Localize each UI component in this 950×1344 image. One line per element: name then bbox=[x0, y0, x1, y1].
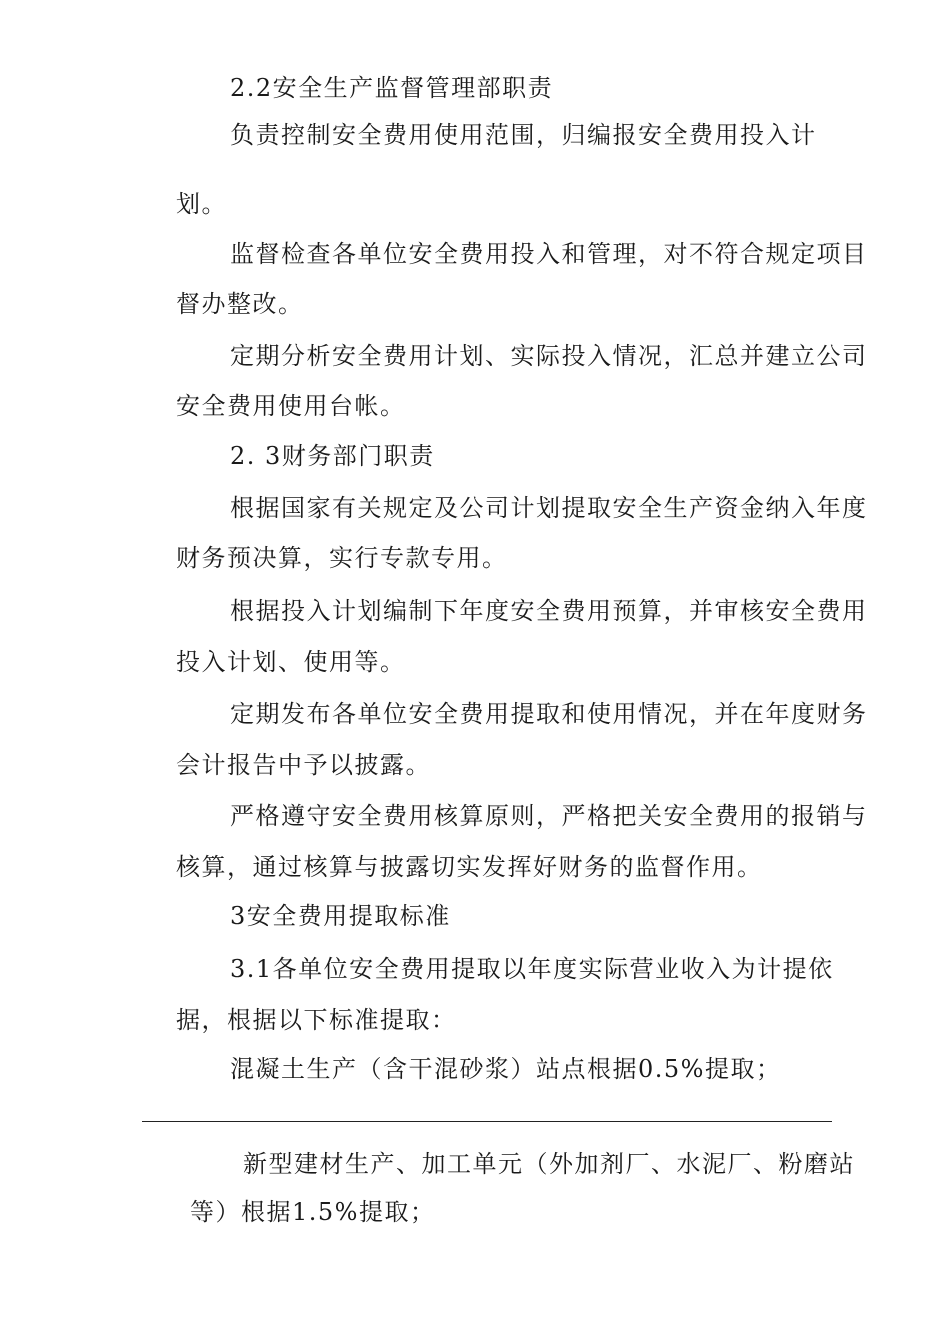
paragraph-line: 3.1各单位安全费用提取以年度实际营业收入为计提依 bbox=[230, 955, 834, 983]
heading-3: 3安全费用提取标准 bbox=[230, 902, 451, 930]
paragraph-line: 会计报告中予以披露。 bbox=[176, 751, 431, 779]
paragraph-line: 根据投入计划编制下年度安全费用预算，并审核安全费用 bbox=[230, 597, 868, 625]
paragraph-line: 负责控制安全费用使用范围，归编报安全费用投入计 bbox=[230, 121, 817, 149]
paragraph-line: 安全费用使用台帐。 bbox=[176, 392, 406, 420]
page-divider bbox=[142, 1121, 832, 1122]
paragraph-line: 等）根据1.5%提取； bbox=[190, 1198, 436, 1226]
paragraph-line: 投入计划、使用等。 bbox=[176, 648, 406, 676]
paragraph-line: 督办整改。 bbox=[176, 290, 304, 318]
paragraph-line: 定期发布各单位安全费用提取和使用情况，并在年度财务 bbox=[230, 700, 868, 728]
paragraph-line: 严格遵守安全费用核算原则，严格把关安全费用的报销与 bbox=[230, 802, 868, 830]
heading-2-2: 2.2安全生产监督管理部职责 bbox=[230, 74, 554, 102]
paragraph-line: 定期分析安全费用计划、实际投入情况，汇总并建立公司 bbox=[230, 342, 868, 370]
heading-2-3: 2. 3财务部门职责 bbox=[230, 442, 435, 470]
paragraph-line: 财务预决算，实行专款专用。 bbox=[176, 544, 508, 572]
paragraph-line: 据，根据以下标准提取： bbox=[176, 1006, 457, 1034]
paragraph-line: 划。 bbox=[176, 190, 227, 218]
paragraph-line: 监督检查各单位安全费用投入和管理，对不符合规定项目 bbox=[230, 240, 868, 268]
paragraph-line: 核算，通过核算与披露切实发挥好财务的监督作用。 bbox=[176, 853, 763, 881]
paragraph-line: 根据国家有关规定及公司计划提取安全生产资金纳入年度 bbox=[230, 494, 868, 522]
paragraph-line: 混凝土生产（含干混砂浆）站点根据0.5%提取； bbox=[230, 1055, 782, 1083]
paragraph-line: 新型建材生产、加工单元（外加剂厂、水泥厂、粉磨站 bbox=[243, 1150, 855, 1178]
